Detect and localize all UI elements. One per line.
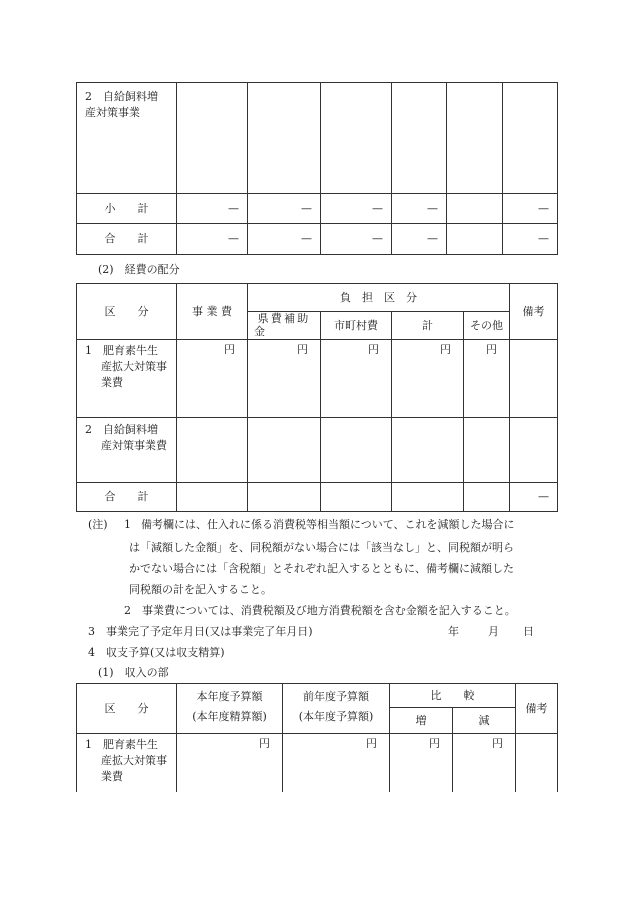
header-kubun: 区 分 (77, 284, 177, 340)
total-label: 合 計 (77, 483, 177, 512)
dash-cell: — (321, 194, 392, 224)
header-gen: 減 (453, 708, 516, 734)
row-label-jikyu: 2 自給飼料増 産対策事業費 (77, 418, 177, 483)
month-label: 月 (488, 625, 499, 638)
note1-number: 1 (124, 518, 131, 531)
section-title-expense-allocation: (2) 経費の配分 (98, 263, 180, 276)
income-table (76, 683, 558, 792)
row-label-hiiku: 1 肥育素牛生 産拡大対策事 業費 (77, 734, 177, 792)
yen-unit: 円 (177, 734, 283, 792)
total-label: 合 計 (77, 224, 177, 255)
yen-unit: 円 (390, 734, 453, 792)
header-sonota: その他 (464, 312, 510, 340)
header-kei: 計 (392, 312, 464, 340)
dash-cell: — (392, 194, 447, 224)
header-zennendo: 前年度予算額 (本年度予算額) (283, 684, 390, 734)
yen-unit: 円 (392, 340, 464, 418)
dash-cell: — (510, 483, 558, 512)
yen-unit: 円 (453, 734, 516, 792)
year-label: 年 (448, 625, 459, 638)
row-label-hiiku: 1 肥育素牛生 産拡大対策事 業費 (77, 340, 177, 418)
yen-unit: 円 (283, 734, 390, 792)
dash-cell: — (321, 224, 392, 255)
header-zo: 増 (390, 708, 453, 734)
yen-unit: 円 (464, 340, 510, 418)
subtotal-label: 小 計 (77, 194, 177, 224)
yen-unit: 円 (321, 340, 392, 418)
dash-cell: — (248, 194, 321, 224)
dash-cell: — (177, 194, 248, 224)
dash-cell: — (503, 194, 558, 224)
dash-cell: — (392, 224, 447, 255)
day-label: 日 (523, 625, 534, 638)
note1-line2: は「減額した金額」を、同税額がない場合には「該当なし」と、同税額が明ら (129, 541, 514, 554)
row-label-jikyu: 2 自給飼料増 産対策事業 (77, 83, 177, 194)
header-hikaku: 比 較 (390, 684, 516, 708)
completion-date-label: 3 事業完了予定年月日(又は事業完了年月日) (88, 625, 313, 638)
note-prefix: (注) (88, 518, 108, 531)
expense-allocation-table (76, 283, 558, 512)
header-honnendo: 本年度予算額 (本年度精算額) (177, 684, 283, 734)
header-biko: 備考 (516, 684, 558, 734)
note1-line3: かでない場合には「含税額」とそれぞれ記入するとともに、備考欄に減額した (129, 562, 514, 575)
note2: 2 事業費については、消費税額及び地方消費税額を含む金額を記入すること。 (124, 604, 516, 617)
header-biko: 備考 (510, 284, 558, 340)
note1-line4: 同税額の計を記入すること。 (129, 583, 272, 596)
yen-unit: 円 (177, 340, 248, 418)
dash-cell: — (248, 224, 321, 255)
note1-line1: 備考欄には、仕入れに係る消費税等相当額について、これを減額した場合に (141, 518, 515, 531)
header-shichoson: 市町村費 (321, 312, 392, 340)
income-section-title: (1) 収入の部 (98, 666, 169, 679)
yen-unit: 円 (248, 340, 321, 418)
header-ken: 県費補助 金 (248, 312, 321, 340)
header-futan: 負 担 区 分 (248, 284, 510, 312)
header-jigyohi: 事 業 費 (177, 284, 248, 340)
expense-summary-table (76, 82, 558, 255)
dash-cell: — (503, 224, 558, 255)
budget-section-title: 4 収支予算(又は収支精算) (88, 646, 225, 659)
dash-cell: — (177, 224, 248, 255)
header-kubun: 区 分 (77, 684, 177, 734)
